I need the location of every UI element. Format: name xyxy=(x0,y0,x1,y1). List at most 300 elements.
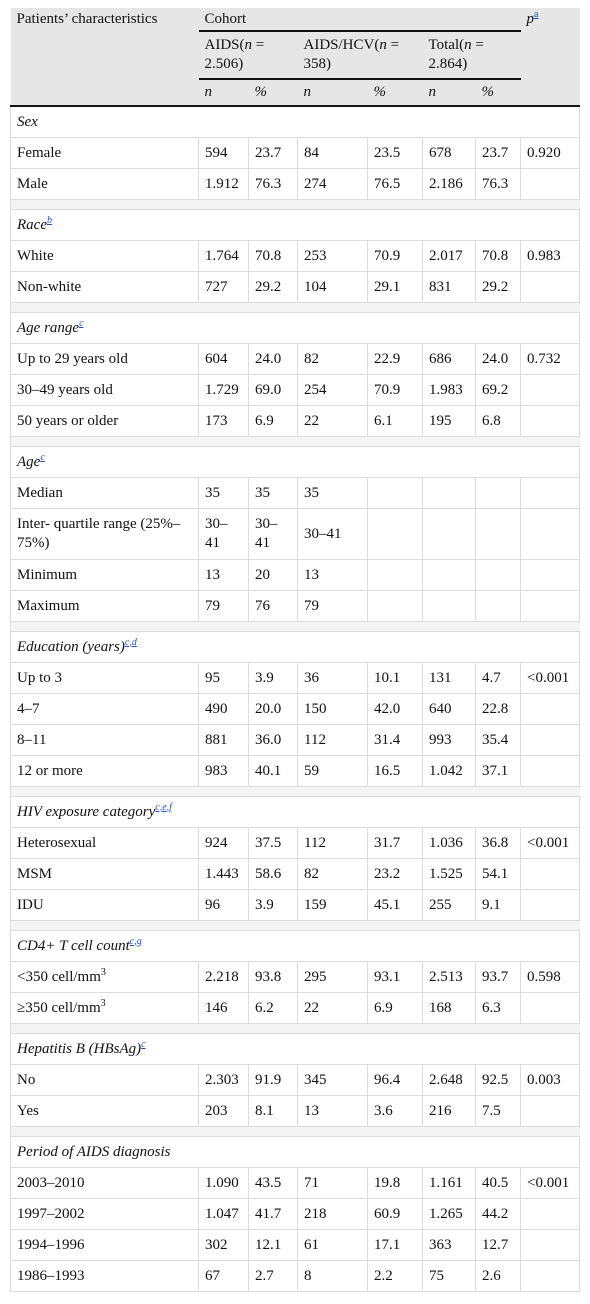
table-cell: 82 xyxy=(298,344,368,375)
table-cell: 254 xyxy=(298,375,368,406)
table-row xyxy=(11,756,580,787)
table-cell: 8 xyxy=(298,1261,368,1292)
table-cell: 924 xyxy=(199,828,249,859)
table-cell: 168 xyxy=(423,993,476,1024)
table-cell xyxy=(521,591,580,622)
spacer-cell xyxy=(199,200,249,210)
table-row xyxy=(11,859,580,890)
table-cell: 203 xyxy=(199,1096,249,1127)
table-cell xyxy=(423,478,476,509)
table-row xyxy=(11,725,580,756)
table-row xyxy=(11,1230,580,1261)
row-label-text: 4–7 xyxy=(17,700,40,717)
spacer-cell xyxy=(423,1127,476,1137)
group-header-total: Total(n = 2.864) xyxy=(423,31,521,79)
subheader-percent: % xyxy=(249,79,298,106)
table-cell: 727 xyxy=(199,272,249,303)
section-title xyxy=(11,1034,580,1065)
spacer-cell xyxy=(476,622,521,632)
table-cell: 253 xyxy=(298,241,368,272)
table-cell: 1.729 xyxy=(199,375,249,406)
spacer-cell xyxy=(368,622,423,632)
table-cell: 490 xyxy=(199,694,249,725)
table-cell: 70.8 xyxy=(476,241,521,272)
table-cell: 216 xyxy=(423,1096,476,1127)
spacer-cell xyxy=(368,921,423,931)
table-row xyxy=(11,344,580,375)
row-label-text: No xyxy=(17,1071,36,1088)
table-cell: 61 xyxy=(298,1230,368,1261)
table-cell xyxy=(521,560,580,591)
table-cell: 95 xyxy=(199,663,249,694)
section-header-row xyxy=(11,797,580,828)
row-label-text: 8–11 xyxy=(17,731,47,748)
row-label-text: Median xyxy=(17,484,63,501)
spacer-cell xyxy=(298,622,368,632)
table-cell: 45.1 xyxy=(368,890,423,921)
spacer-cell xyxy=(521,200,580,210)
table-cell: 96 xyxy=(199,890,249,921)
table-cell: 23.7 xyxy=(249,138,298,169)
spacer-cell xyxy=(298,787,368,797)
table-cell xyxy=(423,591,476,622)
section-spacer xyxy=(11,1024,580,1034)
spacer-cell xyxy=(11,1024,199,1034)
table-cell xyxy=(521,859,580,890)
table-cell xyxy=(423,560,476,591)
table-row xyxy=(11,375,580,406)
spacer-cell xyxy=(368,787,423,797)
spacer-cell xyxy=(249,303,298,313)
header-spacer xyxy=(521,79,580,106)
row-label-text: Non-white xyxy=(17,278,82,295)
section-header-row xyxy=(11,313,580,344)
row-label-text: 2003–2010 xyxy=(17,1174,85,1191)
table-cell: 31.4 xyxy=(368,725,423,756)
table-cell: 35 xyxy=(249,478,298,509)
table-cell: 41.7 xyxy=(249,1199,298,1230)
table-cell xyxy=(521,478,580,509)
table-cell xyxy=(368,478,423,509)
section-header-row xyxy=(11,632,580,663)
spacer-cell xyxy=(298,921,368,931)
footnote-link[interactable]: c xyxy=(79,317,84,329)
table-cell: 20.0 xyxy=(249,694,298,725)
table-cell: 4.7 xyxy=(476,663,521,694)
table-cell xyxy=(521,169,580,200)
section-title xyxy=(11,1137,580,1168)
table-cell: 71 xyxy=(298,1168,368,1199)
row-label-text: Inter- quartile range (25%–75%) xyxy=(17,516,181,551)
table-cell: 54.1 xyxy=(476,859,521,890)
footnote-link[interactable]: b xyxy=(46,214,52,226)
table-cell: 35 xyxy=(199,478,249,509)
table-cell: <0.001 xyxy=(521,828,580,859)
spacer-cell xyxy=(249,787,298,797)
section-title-text: Hepatitis B (HBsAg) xyxy=(17,1040,142,1057)
table-cell: 594 xyxy=(199,138,249,169)
table-cell: 93.7 xyxy=(476,962,521,993)
spacer-cell xyxy=(423,787,476,797)
table-cell: 24.0 xyxy=(476,344,521,375)
subheader-n: n xyxy=(199,79,249,106)
table-cell xyxy=(521,1096,580,1127)
table-cell: 36.8 xyxy=(476,828,521,859)
row-label xyxy=(11,591,199,622)
table-cell xyxy=(521,375,580,406)
spacer-cell xyxy=(298,303,368,313)
table-cell: 36.0 xyxy=(249,725,298,756)
section-header-row xyxy=(11,1034,580,1065)
section-spacer xyxy=(11,622,580,632)
table-cell: 686 xyxy=(423,344,476,375)
section-spacer xyxy=(11,787,580,797)
section-title-text: HIV exposure category xyxy=(17,803,156,820)
table-cell: 42.0 xyxy=(368,694,423,725)
spacer-cell xyxy=(476,200,521,210)
spacer-cell xyxy=(368,303,423,313)
section-title xyxy=(11,313,580,344)
table-row xyxy=(11,1168,580,1199)
subheader-n: n xyxy=(298,79,368,106)
spacer-cell xyxy=(249,921,298,931)
table-cell: 70.9 xyxy=(368,375,423,406)
table-cell xyxy=(521,890,580,921)
table-cell: 82 xyxy=(298,859,368,890)
row-label-text: Heterosexual xyxy=(17,834,97,851)
table-row xyxy=(11,993,580,1024)
table-cell: 2.303 xyxy=(199,1065,249,1096)
header-spacer xyxy=(11,79,199,106)
table-row xyxy=(11,478,580,509)
spacer-cell xyxy=(249,437,298,447)
spacer-cell xyxy=(199,303,249,313)
spacer-cell xyxy=(476,787,521,797)
table-cell: 12.1 xyxy=(249,1230,298,1261)
row-label-text: White xyxy=(17,247,54,264)
spacer-cell xyxy=(298,1127,368,1137)
row-label-text: MSM xyxy=(17,865,53,882)
table-cell: 604 xyxy=(199,344,249,375)
table-cell: 84 xyxy=(298,138,368,169)
table-cell: 67 xyxy=(199,1261,249,1292)
table-cell xyxy=(521,1199,580,1230)
row-label xyxy=(11,406,199,437)
table-cell: 70.8 xyxy=(249,241,298,272)
row-label xyxy=(11,725,199,756)
section-title xyxy=(11,797,580,828)
table-cell: 983 xyxy=(199,756,249,787)
subheader-percent: % xyxy=(368,79,423,106)
table-cell: 22.8 xyxy=(476,694,521,725)
table-cell: 37.1 xyxy=(476,756,521,787)
section-title-text: Age xyxy=(17,453,41,470)
spacer-cell xyxy=(298,437,368,447)
table-cell: 35 xyxy=(298,478,368,509)
table-cell: 79 xyxy=(298,591,368,622)
table-cell: 112 xyxy=(298,828,368,859)
table-cell: 112 xyxy=(298,725,368,756)
spacer-cell xyxy=(521,921,580,931)
table-row xyxy=(11,241,580,272)
section-spacer xyxy=(11,1127,580,1137)
spacer-cell xyxy=(249,622,298,632)
section-spacer xyxy=(11,200,580,210)
table-row xyxy=(11,1065,580,1096)
table-cell: 91.9 xyxy=(249,1065,298,1096)
row-label xyxy=(11,1168,199,1199)
table-cell: 10.1 xyxy=(368,663,423,694)
spacer-cell xyxy=(11,200,199,210)
table-cell: 22 xyxy=(298,993,368,1024)
table-cell: 69.0 xyxy=(249,375,298,406)
table-cell: 43.5 xyxy=(249,1168,298,1199)
spacer-cell xyxy=(11,303,199,313)
table-cell: 302 xyxy=(199,1230,249,1261)
table-cell: 31.7 xyxy=(368,828,423,859)
table-cell: 16.5 xyxy=(368,756,423,787)
table-cell: 40.5 xyxy=(476,1168,521,1199)
table-row xyxy=(11,591,580,622)
p-value-header: p$^a$ xyxy=(521,8,580,79)
spacer-cell xyxy=(368,200,423,210)
table-cell xyxy=(368,560,423,591)
table-cell: <0.001 xyxy=(521,663,580,694)
section-header-row xyxy=(11,106,580,138)
table-cell: 150 xyxy=(298,694,368,725)
row-label xyxy=(11,828,199,859)
spacer-cell xyxy=(199,1024,249,1034)
table-cell: 2.513 xyxy=(423,962,476,993)
table-cell: 92.5 xyxy=(476,1065,521,1096)
spacer-cell xyxy=(368,1024,423,1034)
row-label xyxy=(11,1199,199,1230)
table-row xyxy=(11,962,580,993)
section-title-text: Sex xyxy=(17,113,38,130)
table-cell: 131 xyxy=(423,663,476,694)
spacer-cell xyxy=(199,921,249,931)
table-cell: 13 xyxy=(199,560,249,591)
table-cell: 9.1 xyxy=(476,890,521,921)
spacer-cell xyxy=(521,303,580,313)
spacer-cell xyxy=(423,921,476,931)
spacer-cell xyxy=(476,921,521,931)
table-cell: 195 xyxy=(423,406,476,437)
table-row xyxy=(11,1096,580,1127)
table-cell: 6.1 xyxy=(368,406,423,437)
unit-superscript: 3 xyxy=(100,966,106,978)
table-cell: 60.9 xyxy=(368,1199,423,1230)
group-header-aids: AIDS(n = 2.506) xyxy=(199,31,298,79)
table-cell: 93.1 xyxy=(368,962,423,993)
table-cell xyxy=(368,509,423,560)
table-cell: 1.161 xyxy=(423,1168,476,1199)
table-row xyxy=(11,890,580,921)
table-cell xyxy=(476,591,521,622)
table-cell: 6.8 xyxy=(476,406,521,437)
table-cell: 678 xyxy=(423,138,476,169)
table-cell: 2.017 xyxy=(423,241,476,272)
table-cell: 0.598 xyxy=(521,962,580,993)
table-cell: 69.2 xyxy=(476,375,521,406)
section-title xyxy=(11,447,580,478)
table-cell: <0.001 xyxy=(521,1168,580,1199)
row-label-text: IDU xyxy=(17,896,44,913)
table-cell: 3.9 xyxy=(249,663,298,694)
unit-superscript: 3 xyxy=(100,997,106,1009)
row-label xyxy=(11,962,199,993)
table-row xyxy=(11,1261,580,1292)
table-cell: 993 xyxy=(423,725,476,756)
section-header-row xyxy=(11,210,580,241)
table-cell: 93.8 xyxy=(249,962,298,993)
section-spacer xyxy=(11,303,580,313)
spacer-cell xyxy=(476,303,521,313)
section-header-row xyxy=(11,447,580,478)
row-label xyxy=(11,993,199,1024)
row-label xyxy=(11,169,199,200)
table-cell xyxy=(521,1261,580,1292)
table-cell: 58.6 xyxy=(249,859,298,890)
row-label-text: 1986–1993 xyxy=(17,1267,85,1284)
footnote-link[interactable]: c xyxy=(141,1038,146,1050)
table-cell: 6.2 xyxy=(249,993,298,1024)
row-label xyxy=(11,478,199,509)
table-cell: 1.443 xyxy=(199,859,249,890)
table-cell: 1.983 xyxy=(423,375,476,406)
row-label xyxy=(11,509,199,560)
table-cell: 96.4 xyxy=(368,1065,423,1096)
table-cell: 13 xyxy=(298,560,368,591)
table-cell xyxy=(521,756,580,787)
row-label-text: Maximum xyxy=(17,597,80,614)
table-cell xyxy=(476,478,521,509)
table-cell: 274 xyxy=(298,169,368,200)
table-cell: 173 xyxy=(199,406,249,437)
table-row xyxy=(11,828,580,859)
footnote-link[interactable]: c xyxy=(40,451,45,463)
table-cell: 76 xyxy=(249,591,298,622)
table-cell xyxy=(521,406,580,437)
spacer-cell xyxy=(476,437,521,447)
table-row xyxy=(11,169,580,200)
table-cell: 0.920 xyxy=(521,138,580,169)
section-header-row xyxy=(11,1137,580,1168)
spacer-cell xyxy=(199,437,249,447)
table-cell: 0.732 xyxy=(521,344,580,375)
spacer-cell xyxy=(368,437,423,447)
characteristics-table xyxy=(10,8,580,1292)
table-cell: 1.912 xyxy=(199,169,249,200)
footnote-a-link[interactable]: a xyxy=(534,9,539,20)
table-cell: 831 xyxy=(423,272,476,303)
row-label xyxy=(11,890,199,921)
row-label-text: 12 or more xyxy=(17,762,83,779)
table-cell: 255 xyxy=(423,890,476,921)
spacer-cell xyxy=(199,787,249,797)
row-label-text: Male xyxy=(17,175,48,192)
row-label xyxy=(11,375,199,406)
table-cell: 1.090 xyxy=(199,1168,249,1199)
table-cell: 44.2 xyxy=(476,1199,521,1230)
table-cell: 76.3 xyxy=(249,169,298,200)
section-title-text: Age range xyxy=(17,319,80,336)
spacer-cell xyxy=(298,200,368,210)
table-cell: 295 xyxy=(298,962,368,993)
spacer-cell xyxy=(249,1024,298,1034)
cohort-header: Cohort xyxy=(199,8,521,31)
table-cell: 104 xyxy=(298,272,368,303)
section-spacer xyxy=(11,921,580,931)
spacer-cell xyxy=(521,437,580,447)
footnote-link[interactable]: c,g xyxy=(129,935,142,947)
section-title xyxy=(11,106,580,138)
table-row xyxy=(11,694,580,725)
table-cell: 12.7 xyxy=(476,1230,521,1261)
row-label xyxy=(11,859,199,890)
table-cell: 0.983 xyxy=(521,241,580,272)
section-title-text: Race xyxy=(17,216,47,233)
table-cell: 6.9 xyxy=(368,993,423,1024)
spacer-cell xyxy=(11,437,199,447)
spacer-cell xyxy=(423,303,476,313)
table-cell: 6.9 xyxy=(249,406,298,437)
row-label-text: Minimum xyxy=(17,566,78,583)
table-cell: 13 xyxy=(298,1096,368,1127)
spacer-cell xyxy=(298,1024,368,1034)
table-cell: 2.2 xyxy=(368,1261,423,1292)
table-cell: 218 xyxy=(298,1199,368,1230)
table-cell: 79 xyxy=(199,591,249,622)
row-label-text: Up to 29 years old xyxy=(17,350,128,367)
table-cell: 23.7 xyxy=(476,138,521,169)
footnote-link[interactable]: c,d xyxy=(124,636,137,648)
row-label xyxy=(11,138,199,169)
table-row xyxy=(11,663,580,694)
table-cell: 1.047 xyxy=(199,1199,249,1230)
table-cell: 20 xyxy=(249,560,298,591)
spacer-cell xyxy=(11,1127,199,1137)
table-row xyxy=(11,509,580,560)
section-header-row xyxy=(11,931,580,962)
table-row xyxy=(11,406,580,437)
characteristics-header: Patients’ characteristics xyxy=(11,8,199,79)
group-header-aids-hcv: AIDS/HCV(n = 358) xyxy=(298,31,423,79)
table-cell: 881 xyxy=(199,725,249,756)
table-cell: 30–41 xyxy=(298,509,368,560)
section-spacer xyxy=(11,437,580,447)
spacer-cell xyxy=(521,787,580,797)
spacer-cell xyxy=(11,622,199,632)
table-row xyxy=(11,272,580,303)
section-title-text: Education (years) xyxy=(17,638,125,655)
row-label xyxy=(11,694,199,725)
table-cell xyxy=(521,993,580,1024)
table-cell: 76.5 xyxy=(368,169,423,200)
table-cell: 40.1 xyxy=(249,756,298,787)
table-cell: 37.5 xyxy=(249,828,298,859)
table-cell xyxy=(521,509,580,560)
table-cell xyxy=(476,560,521,591)
section-title-text: Period of AIDS diagnosis xyxy=(17,1143,171,1160)
row-label xyxy=(11,1230,199,1261)
table-cell: 1.036 xyxy=(423,828,476,859)
footnote-link[interactable]: c,e,f xyxy=(155,801,172,813)
table-cell: 8.1 xyxy=(249,1096,298,1127)
spacer-cell xyxy=(423,622,476,632)
row-label-text: Female xyxy=(17,144,62,161)
spacer-cell xyxy=(249,200,298,210)
